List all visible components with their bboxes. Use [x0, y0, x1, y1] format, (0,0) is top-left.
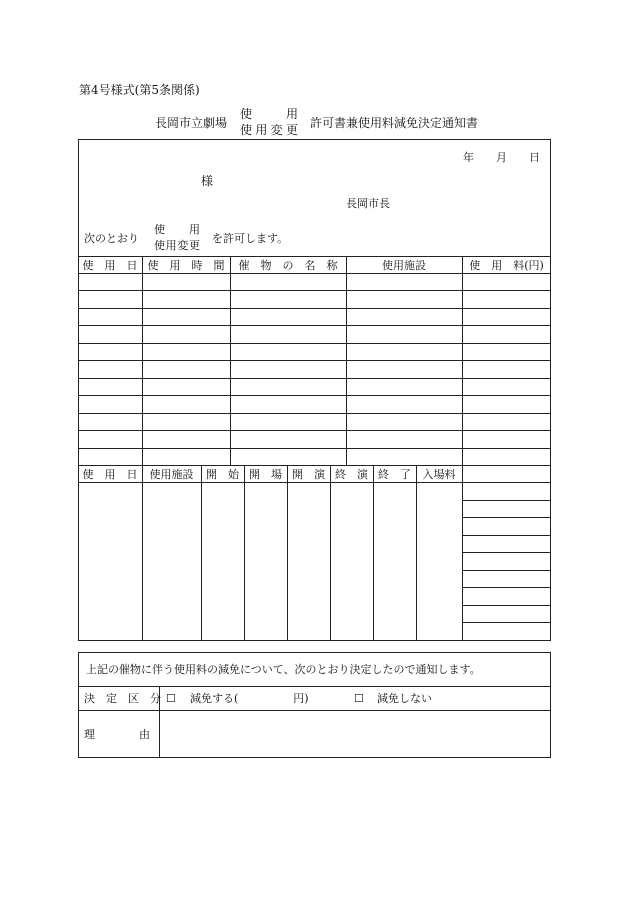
checkbox-no-reduce[interactable]: ☐ [354, 692, 364, 705]
permit-prefix: 次のとおり [84, 232, 139, 245]
table2-col-line [142, 465, 143, 641]
table2-header-line [78, 482, 551, 483]
table1-row-line [78, 413, 551, 414]
permit-suffix: を許可します。 [212, 232, 289, 245]
fee-column-line [462, 500, 551, 501]
permit-option-change: 使用変更 [154, 239, 200, 252]
table2-col-line [416, 465, 417, 641]
table1-row-line [78, 325, 551, 326]
table1-header-fee: 使 用 料(円) [469, 259, 544, 272]
table1-row-line [78, 343, 551, 344]
table1-top-line [78, 256, 551, 257]
decision-label: 決 定 区 分 [84, 692, 161, 705]
fee-column-line [462, 605, 551, 606]
table1-col-line [142, 256, 143, 465]
table1-col-line [230, 256, 231, 465]
title-suffix: 許可書兼使用料減免決定通知書 [310, 116, 479, 130]
title-option-use: 使 用 [240, 107, 298, 121]
title-option-change: 使用変更 [240, 123, 298, 137]
table2-col-line [462, 465, 463, 641]
table1-row-line [78, 290, 551, 291]
table2-header-end: 終 了 [378, 468, 411, 481]
table2-col-line [201, 465, 202, 641]
table1-row-line [78, 448, 551, 449]
table1-col-line [346, 256, 347, 465]
table1-row-line [78, 395, 551, 396]
title-prefix: 長岡市立劇場 [155, 116, 228, 130]
main-form-box [78, 139, 551, 641]
reduction-line [78, 686, 551, 687]
fee-column-line [462, 587, 551, 588]
table2-header-start: 開 始 [206, 468, 239, 481]
table2-header-curtain-up: 開 演 [292, 468, 325, 481]
table2-top-line [78, 465, 551, 466]
table2-col-line [373, 465, 374, 641]
table2-header-usage-date: 使 用 日 [82, 468, 138, 481]
table1-header-usage-date: 使 用 日 [82, 259, 138, 272]
table2-header-curtain-down: 終 演 [335, 468, 368, 481]
table2-header-admission: 入場料 [422, 468, 456, 481]
fee-column-line [462, 570, 551, 571]
table2-col-line [330, 465, 331, 641]
date-line: 年 月 日 [463, 151, 540, 164]
table1-row-line [78, 378, 551, 379]
fee-column-line [462, 535, 551, 536]
permit-option-use: 使 用 [154, 223, 200, 236]
table1-header-usage-time: 使 用 時 間 [147, 259, 225, 272]
fee-column-line [462, 517, 551, 518]
table2-header-facility: 使用施設 [149, 468, 194, 481]
table1-row-line [78, 308, 551, 309]
option-reduce-label: 減免する( 円) [190, 692, 309, 705]
table2-col-line [287, 465, 288, 641]
checkbox-reduce[interactable]: ☐ [166, 692, 176, 705]
form-number: 第4号様式(第5条関係) [79, 83, 200, 97]
reduction-line [78, 710, 551, 711]
reason-label: 理 由 [84, 728, 150, 741]
option-no-reduce-label: 減免しない [377, 692, 432, 705]
notice-text: 上記の催物に伴う使用料の減免について、次のとおり決定したので通知します。 [86, 663, 481, 676]
fee-column-line [462, 552, 551, 553]
table1-header-facility: 使用施設 [382, 259, 426, 272]
table1-col-line [462, 256, 463, 465]
table2-header-doors-open: 開 場 [249, 468, 282, 481]
issuer: 長岡市長 [346, 197, 390, 210]
table1-header-event-name: 催 物 の 名 称 [238, 259, 338, 272]
table1-row-line [78, 430, 551, 431]
table1-header-line [78, 273, 551, 274]
addressee-suffix: 様 [201, 174, 214, 188]
table2-col-line [244, 465, 245, 641]
table1-row-line [78, 360, 551, 361]
fee-column-line [462, 622, 551, 623]
